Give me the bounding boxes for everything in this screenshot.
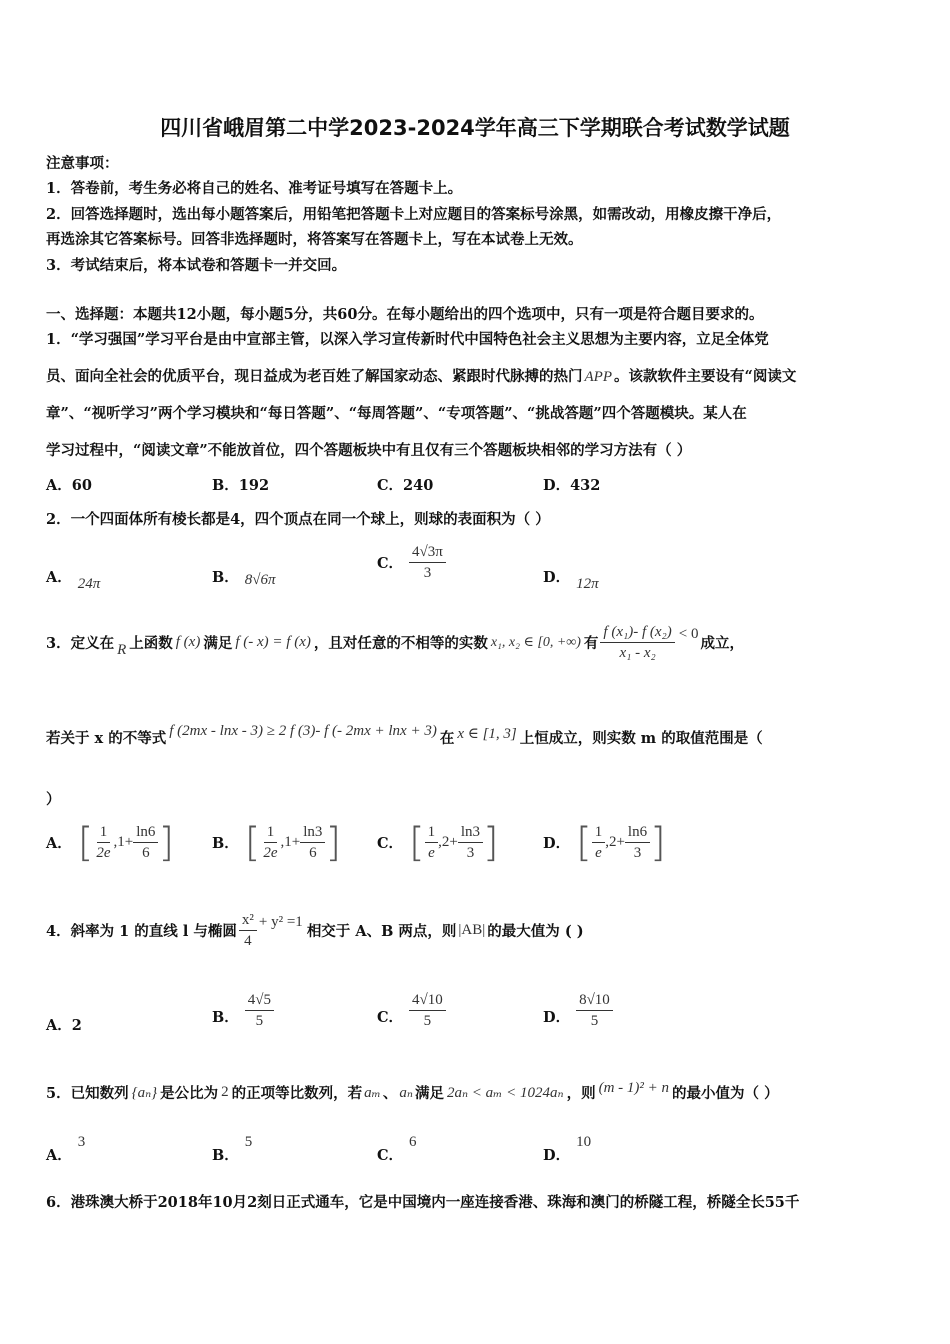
q2-option-d: D． 12π	[543, 569, 599, 592]
q1-line: 章”、“视听学习”两个学习模块和“每日答题”、“每周答题”、“专项答题”、“挑战答题”四个答题模块。某人在	[46, 405, 747, 422]
notice-item: 再选涂其它答案标号。回答非选择题时，将答案写在答题卡上，写在本试卷上无效。	[46, 231, 583, 248]
q1-app: APP	[584, 369, 612, 385]
q4-option-d: D． $\frac{8√10}{5}$	[543, 990, 613, 1031]
q2-option-b: B． 8√6π	[212, 569, 276, 588]
page-title: 四川省峨眉第二中学2023-2024学年高三下学期联合考试数学试题	[160, 116, 790, 140]
section-heading: 一、选择题：本题共12小题，每小题5分，共60分。在每小题给出的四个选项中，只有一项是符合题目要求的。	[46, 306, 764, 323]
q2-option-a: A． 24π	[46, 569, 101, 592]
q2-stem: 2．一个四面体所有棱长都是4，四个顶点在同一个球上，则球的表面积为（ ）	[46, 511, 550, 528]
q3-option-a: A． [ $\frac{1}{2e}$ ,1+ $\frac{\ln 6}{6}$ ]	[46, 819, 175, 866]
q3-close: ）	[46, 791, 61, 808]
q1-line: 1．“学习强国”学习平台是由中宣部主管，以深入学习宣传新时代中国特色社会主义思想为主要内容，立足全体党	[46, 331, 769, 348]
q5-option-c: C．6	[377, 1134, 417, 1164]
q1-option-b: B．192	[212, 477, 270, 494]
q5-stem: 5．已知数列 {aₙ} 是公比为 2 的正项等比数列，若 aₘ 、 aₙ 满足 2aₙ < aₘ < 1024aₙ ，则 (m - 1)² + n 的最小值为（ ）	[46, 1080, 779, 1102]
q4-option-b: B． $\frac{4√5}{5}$	[212, 990, 274, 1031]
notice-item: 1．答卷前，考生务必将自己的姓名、准考证号填写在答题卡上。	[46, 180, 463, 197]
q6-line: 6．港珠澳大桥于2018年10月2刻日正式通车，它是中国境内一座连接香港、珠海和澳门的桥隧工程，桥隧全长55千	[46, 1194, 800, 1211]
q3-option-c: C． [ $\frac{1}{e}$ ,2+ $\frac{\ln 3}{3}$ ]	[377, 819, 499, 866]
q3-option-d: D． [ $\frac{1}{e}$ ,2+ $\frac{\ln 6}{3}$ ]	[543, 819, 666, 866]
q3-line2: 若关于 x 的不等式 f (2mx - lnx - 3) ≥ 2 f (3)- f (- 2mx + lnx + 3) 在 x ∈ [1, 3] 上恒成立，则实数 m 的取值范围是（	[46, 723, 763, 747]
q5-option-d: D．10	[543, 1134, 592, 1164]
q1-line: 学习过程中，“阅读文章”不能放首位，四个答题板块中有且仅有三个答题板块相邻的学习方法有（ ）	[46, 442, 692, 459]
q3-option-b: B． [ $\frac{1}{2e}$ ,1+ $\frac{\ln 3}{6}$ ]	[212, 819, 342, 866]
q4-stem: 4．斜率为 1 的直线 l 与椭圆 $\frac{\text{x²}}{4}$ + y² =1 相交于 A、B 两点，则 |AB| 的最大值为 ( )	[46, 912, 584, 949]
q1-option-d: D．432	[543, 477, 601, 494]
q2-option-c: C． $\frac{4√3\pi}{3}$	[377, 542, 446, 583]
q1-line	[46, 365, 796, 386]
q4-option-c: C． $\frac{4√10}{5}$	[377, 990, 446, 1031]
notice-item: 3．考试结束后，将本试卷和答题卡一并交回。	[46, 257, 347, 274]
q1-option-a: A．60	[46, 477, 92, 494]
q1-text: 。该款软件主要设有“阅读文	[614, 368, 797, 385]
q4-option-a: A．2	[46, 1017, 82, 1034]
q1-option-c: C．240	[377, 477, 434, 494]
q1-text: 员、面向全社会的优质平台，现日益成为老百姓了解国家动态、紧跟时代脉搏的热门	[46, 368, 583, 385]
q5-option-b: B．5	[212, 1134, 253, 1164]
notice-item: 2．回答选择题时，选出每小题答案后，用铅笔把答题卡上对应题目的答案标号涂黑，如需改动，用橡皮擦干净后，	[46, 206, 782, 223]
q5-option-a: A．3	[46, 1134, 86, 1164]
q3-line1: 3．定义在 R 上函数 f (x) 满足 f (- x) = f (x) ，且对任意的不相等的实数 x₁, x₂ ∈ [0, +∞) 有 $\frac{\text{f (x₁)- f (x₂)}}{\text{x₁ - x₂}}$ < 0 成立，	[46, 624, 744, 661]
notice-heading: 注意事项：	[46, 155, 119, 172]
